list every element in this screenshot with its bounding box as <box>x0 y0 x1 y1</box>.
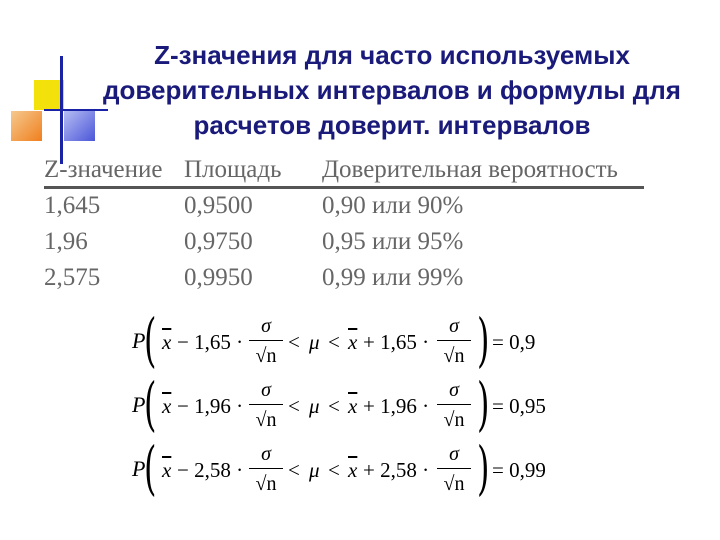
sigma-symbol: σ <box>449 443 459 465</box>
minus-coefficient: − 1,96 · <box>177 394 244 418</box>
less-than: < <box>328 394 340 418</box>
formula-95 <box>132 370 572 438</box>
cell-area: 0,9500 <box>184 192 253 219</box>
less-than: < <box>328 330 340 354</box>
formula-result: = 0,95 <box>492 394 546 418</box>
left-paren: ( <box>144 434 157 502</box>
title-line: доверительных интервалов и формулы для <box>103 75 681 105</box>
sqrt-n: √n <box>443 409 465 431</box>
sqrt-n: √n <box>255 473 277 495</box>
cell-area: 0,9750 <box>184 228 253 255</box>
probability-symbol: P <box>132 456 146 481</box>
sqrt-n: √n <box>255 409 277 431</box>
x-bar-symbol: $\overline{x}$ <box>348 394 358 418</box>
cell-confidence: 0,99 или 99% <box>322 264 464 291</box>
x-bar-symbol: $\overline{x}$ <box>348 330 358 354</box>
minus-coefficient: − 2,58 · <box>177 458 244 482</box>
left-paren: ( <box>144 306 157 374</box>
sqrt-n: √n <box>443 473 465 495</box>
slide-title <box>64 38 720 143</box>
cell-z-value: 1,96 <box>44 228 88 255</box>
probability-symbol: P <box>132 328 146 353</box>
formula-result: = 0,9 <box>492 330 536 354</box>
left-paren: ( <box>144 370 157 438</box>
header-z-value: Z-значение <box>44 156 163 183</box>
plus-coefficient: + 1,96 · <box>363 394 430 418</box>
formula-99 <box>132 434 572 502</box>
sigma-symbol: σ <box>261 379 271 401</box>
mu-symbol: μ <box>309 330 320 354</box>
fraction-bar <box>249 340 283 341</box>
fraction-bar <box>437 468 471 469</box>
cell-z-value: 2,575 <box>44 264 101 291</box>
plus-coefficient: + 2,58 · <box>363 458 430 482</box>
x-bar-symbol: $\overline{x}$ <box>348 458 358 482</box>
sigma-symbol: σ <box>449 379 459 401</box>
title-line: расчетов доверит. интервалов <box>193 110 591 140</box>
probability-symbol: P <box>132 392 146 417</box>
fraction-bar <box>437 340 471 341</box>
mu-symbol: μ <box>309 394 320 418</box>
minus-coefficient: − 1,65 · <box>177 330 244 354</box>
cell-confidence: 0,95 или 95% <box>322 228 464 255</box>
fraction-bar <box>249 404 283 405</box>
cell-confidence: 0,90 или 90% <box>322 192 464 219</box>
formula-90 <box>132 306 572 374</box>
fraction-bar <box>437 404 471 405</box>
x-bar-symbol: $\overline{x}$ <box>162 330 172 354</box>
decor-square-orange <box>11 111 42 141</box>
right-paren: ) <box>477 306 490 374</box>
sigma-over-sqrt-n <box>249 314 283 369</box>
table-header-row <box>44 156 644 189</box>
z-values-table <box>44 156 644 297</box>
cell-z-value: 1,645 <box>44 192 101 219</box>
less-than: < <box>328 458 340 482</box>
sqrt-n: √n <box>443 345 465 367</box>
table-row <box>44 225 644 261</box>
x-bar-symbol: $\overline{x}$ <box>162 458 172 482</box>
cell-area: 0,9950 <box>184 264 253 291</box>
plus-coefficient: + 1,65 · <box>363 330 430 354</box>
title-line: Z-значения для часто используемых <box>154 40 630 70</box>
fraction-bar <box>249 468 283 469</box>
header-confidence: Доверительная вероятность <box>322 156 618 183</box>
mu-symbol: μ <box>309 458 320 482</box>
sigma-over-sqrt-n <box>437 378 471 433</box>
x-bar-symbol: $\overline{x}$ <box>162 394 172 418</box>
right-paren: ) <box>477 434 490 502</box>
header-area: Площадь <box>184 156 282 183</box>
sigma-symbol: σ <box>261 315 271 337</box>
sigma-over-sqrt-n <box>437 314 471 369</box>
sigma-over-sqrt-n <box>249 378 283 433</box>
sigma-symbol: σ <box>449 315 459 337</box>
less-than: < <box>288 458 300 482</box>
sigma-over-sqrt-n <box>437 442 471 497</box>
sigma-over-sqrt-n <box>249 442 283 497</box>
formula-result: = 0,99 <box>492 458 546 482</box>
sigma-symbol: σ <box>261 443 271 465</box>
less-than: < <box>288 330 300 354</box>
table-row <box>44 189 644 225</box>
right-paren: ) <box>477 370 490 438</box>
sqrt-n: √n <box>255 345 277 367</box>
table-row <box>44 261 644 297</box>
less-than: < <box>288 394 300 418</box>
